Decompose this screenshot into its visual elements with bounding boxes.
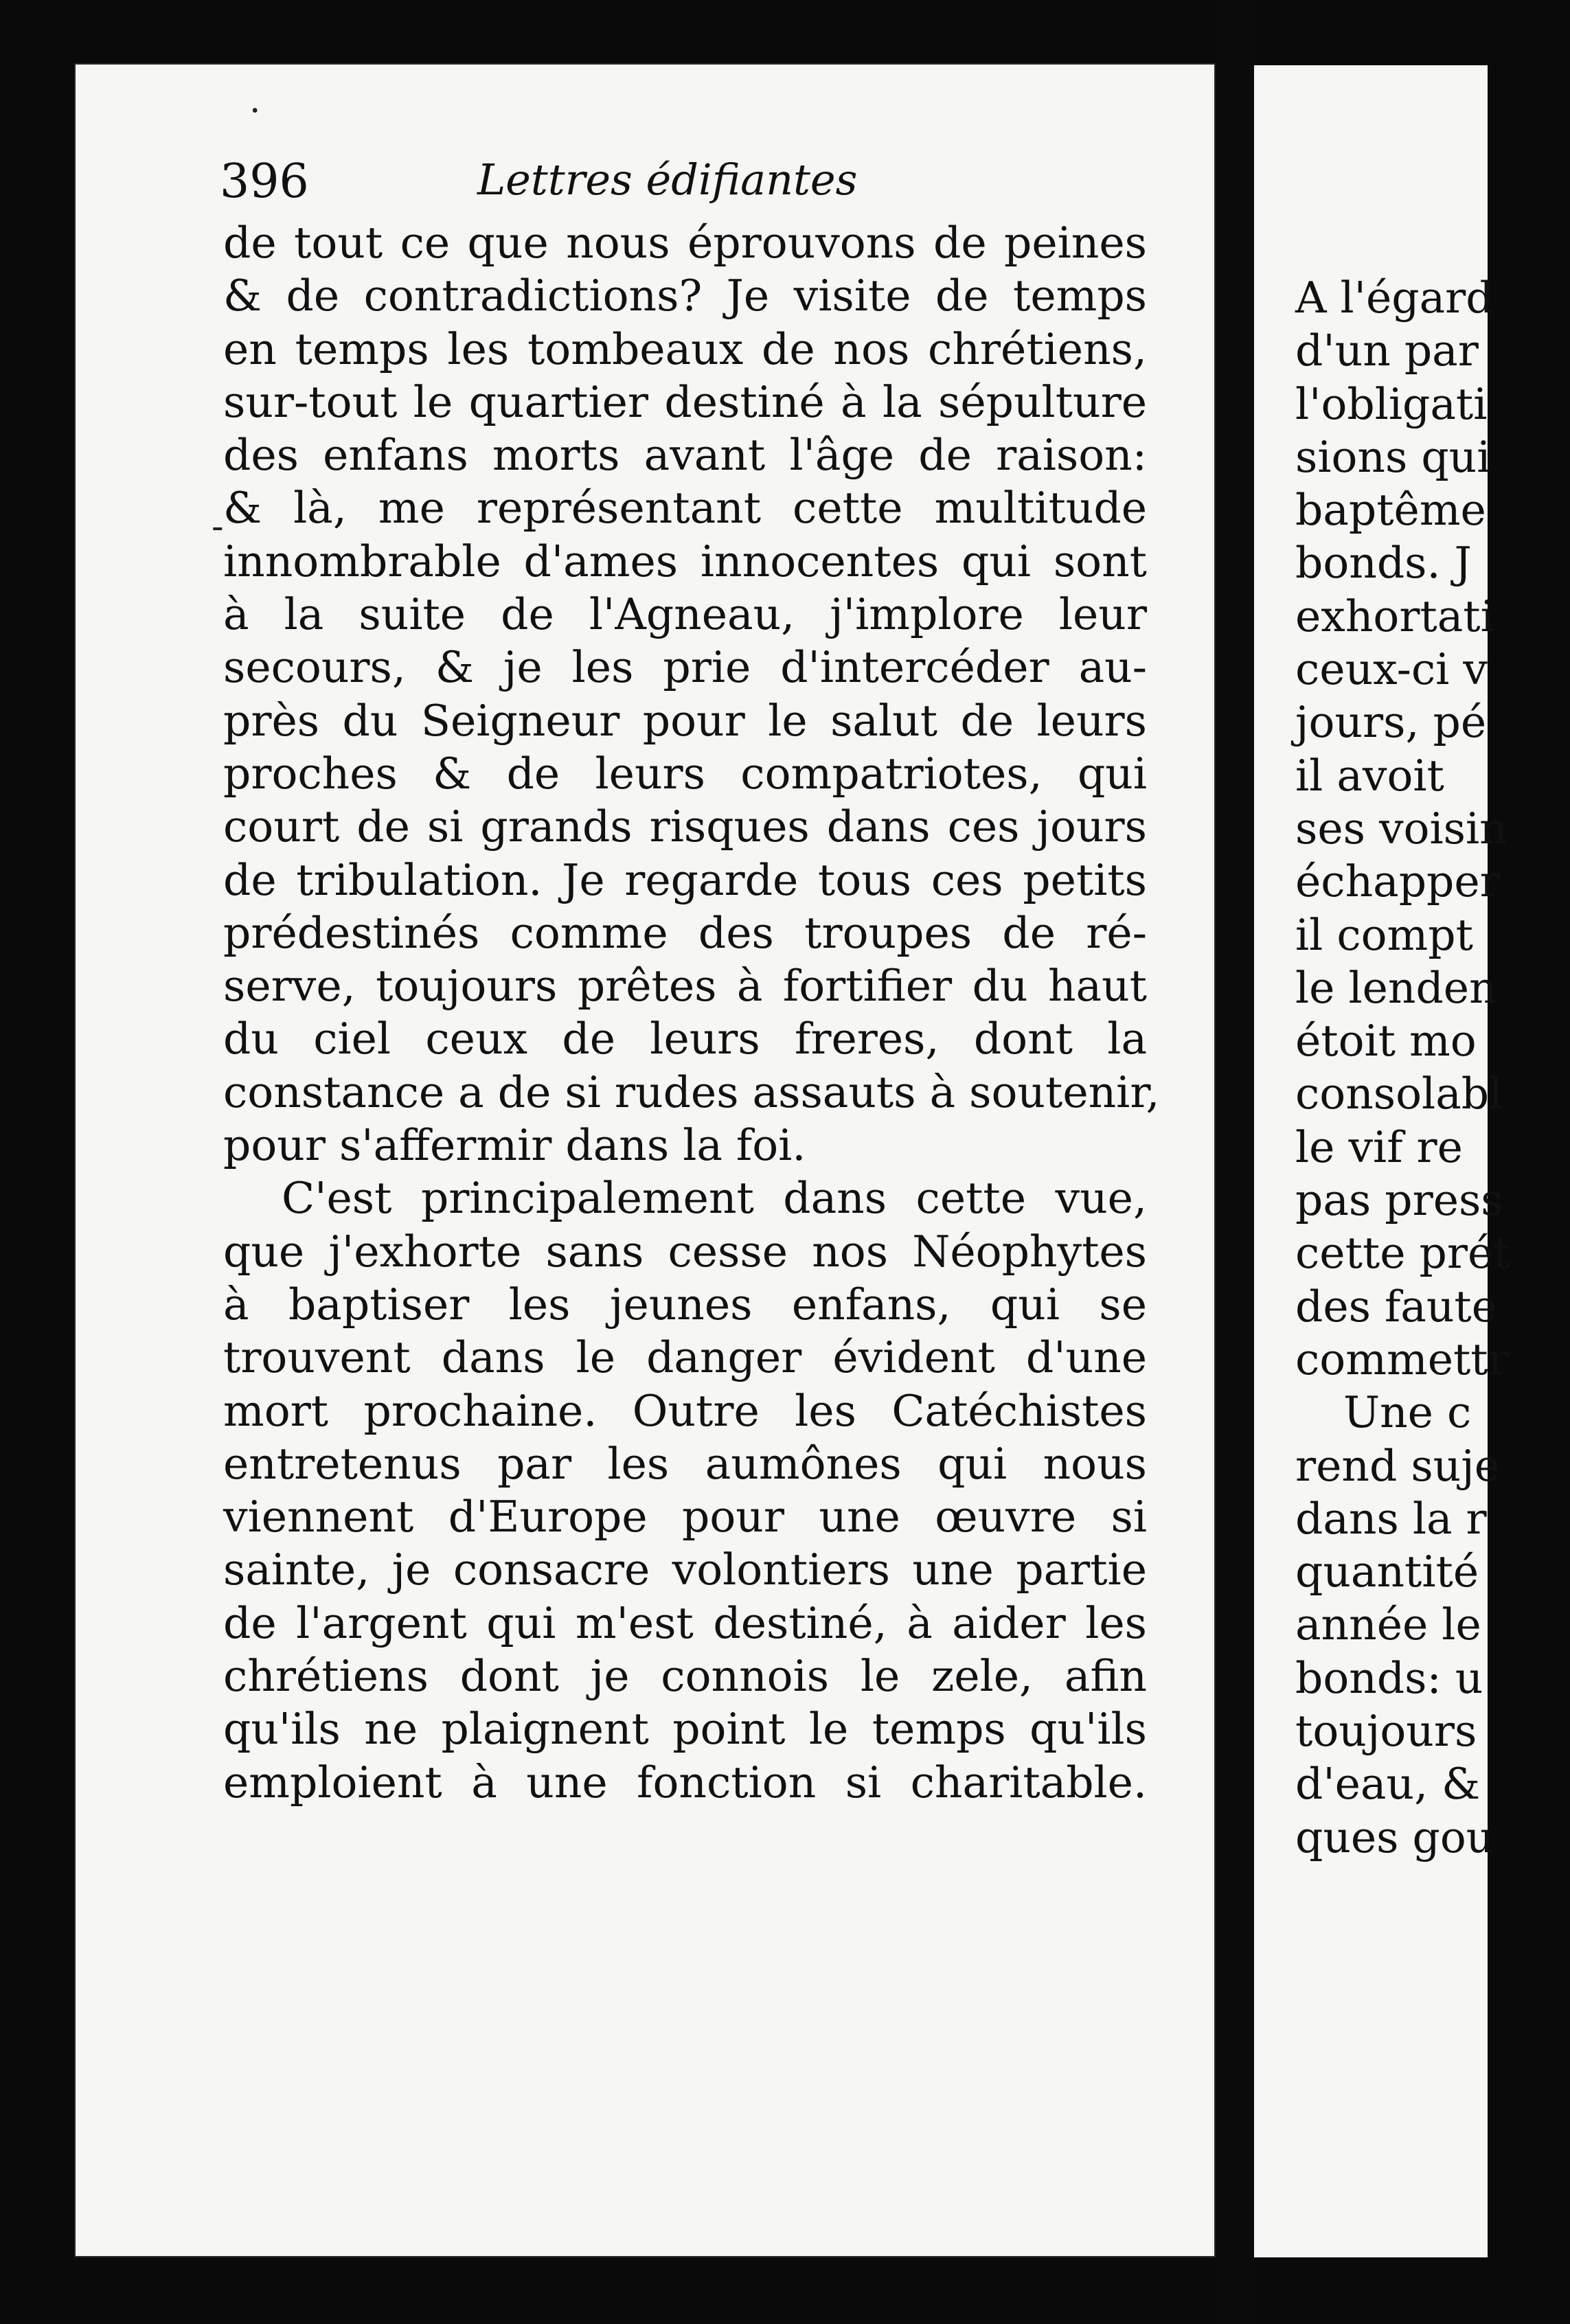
right-page-text xyxy=(1295,271,1570,1864)
text-line: de l'argent qui m'est destiné, à aider les xyxy=(223,1597,1147,1648)
text-line: de tribulation. Je regarde tous ces petits xyxy=(223,854,1147,905)
text-line: du ciel ceux de leurs freres, dont la xyxy=(223,1014,1147,1064)
text-line: A l'égard xyxy=(1295,273,1494,323)
text-line: toujours xyxy=(1295,1706,1477,1757)
running-title: Lettres édifiantes xyxy=(477,155,858,205)
text-line: proches & de leurs compatriotes, qui xyxy=(223,748,1147,799)
text-line: cette prét xyxy=(1295,1228,1511,1279)
text-line: en temps les tombeaux de nos chrétiens, xyxy=(223,323,1147,374)
text-line: des enfans morts avant l'âge de raison: xyxy=(223,430,1147,481)
text-line: à baptiser les jeunes enfans, qui se xyxy=(223,1279,1147,1330)
text-line: d'un par xyxy=(1295,326,1479,376)
text-line: exhortati xyxy=(1295,591,1494,641)
text-line: bonds: u xyxy=(1295,1652,1483,1703)
text-line: échapper xyxy=(1295,856,1501,907)
text-line: d'eau, & xyxy=(1295,1759,1481,1810)
body-text xyxy=(223,216,1160,1809)
text-line: qu'ils ne plaignent point le temps qu'ils xyxy=(223,1704,1147,1755)
text-line: serve, toujours prêtes à fortifier du haut xyxy=(223,961,1147,1012)
text-line: que j'exhorte sans cesse nos Néophytes xyxy=(223,1226,1147,1277)
margin-mark: - xyxy=(212,506,224,547)
book-gutter xyxy=(1216,0,1254,2324)
text-line: trouvent dans le danger évident d'une xyxy=(223,1332,1147,1383)
text-line: secours, & je les prie d'intercéder au- xyxy=(223,642,1147,693)
page-number: 396 xyxy=(220,155,309,209)
text-line: court de si grands risques dans ces jours xyxy=(223,801,1147,852)
text-line: de tout ce que nous éprouvons de peines xyxy=(223,218,1147,268)
text-line: & de contradictions? Je visite de temps xyxy=(223,271,1147,321)
text-line: des faute xyxy=(1295,1281,1498,1332)
text-line: près du Seigneur pour le salut de leurs xyxy=(223,695,1147,746)
text-line: sur-tout le quartier destiné à la sépulture xyxy=(223,376,1147,427)
text-line: chrétiens dont je connois le zele, afin xyxy=(223,1651,1147,1702)
text-line: commettr xyxy=(1295,1334,1509,1385)
text-line: pour s'affermir dans la foi. xyxy=(223,1120,806,1171)
text-line: l'obligati xyxy=(1295,378,1488,429)
text-line: rend suje xyxy=(1295,1440,1501,1491)
text-line: le vif re xyxy=(1295,1121,1463,1172)
page-header xyxy=(220,148,1126,223)
text-line: C'est principalement dans cette vue, xyxy=(282,1173,1147,1224)
margin-speck: · xyxy=(249,91,261,132)
text-line: ques gou xyxy=(1295,1812,1494,1862)
right-page-text-clip xyxy=(1254,65,1511,2257)
text-line: innombrable d'ames innocentes qui sont xyxy=(223,536,1147,586)
text-line: baptême xyxy=(1295,485,1486,536)
text-line: ses voisin xyxy=(1295,803,1508,854)
text-line: ceux-ci v xyxy=(1295,644,1488,695)
text-line: année le xyxy=(1295,1599,1481,1650)
text-line: constance a de si rudes assauts à soutenir, xyxy=(223,1067,1160,1117)
text-line: le lenden xyxy=(1295,962,1497,1013)
text-line: il compt xyxy=(1295,909,1473,960)
text-line: entretenus par les aumônes qui nous xyxy=(223,1438,1147,1489)
text-line: Une c xyxy=(1343,1387,1472,1438)
text-line: mort prochaine. Outre les Catéchistes xyxy=(223,1385,1147,1436)
text-line: pas press xyxy=(1295,1175,1503,1226)
paragraph-2 xyxy=(223,1172,1147,1809)
text-line: étoit mo xyxy=(1295,1016,1477,1067)
text-line: il avoit xyxy=(1295,750,1444,801)
text-line: emploient à une fonction si charitable. xyxy=(223,1757,1147,1808)
text-line: consolabl xyxy=(1295,1069,1503,1119)
text-line: sainte, je consacre volontiers une partie xyxy=(223,1545,1147,1595)
paragraph-1 xyxy=(223,216,1160,1172)
text-line: bonds. J xyxy=(1295,538,1472,589)
text-line: quantité xyxy=(1295,1547,1479,1597)
text-line: sions qui xyxy=(1295,431,1491,482)
text-line: & là, me représentant cette multitude xyxy=(223,483,1147,534)
text-line: prédestinés comme des troupes de ré- xyxy=(223,907,1147,958)
text-line: dans la r xyxy=(1295,1493,1487,1544)
text-line: jours, pé xyxy=(1295,697,1487,748)
text-line: viennent d'Europe pour une œuvre si xyxy=(223,1492,1147,1542)
text-line: à la suite de l'Agneau, j'implore leur xyxy=(223,589,1147,640)
